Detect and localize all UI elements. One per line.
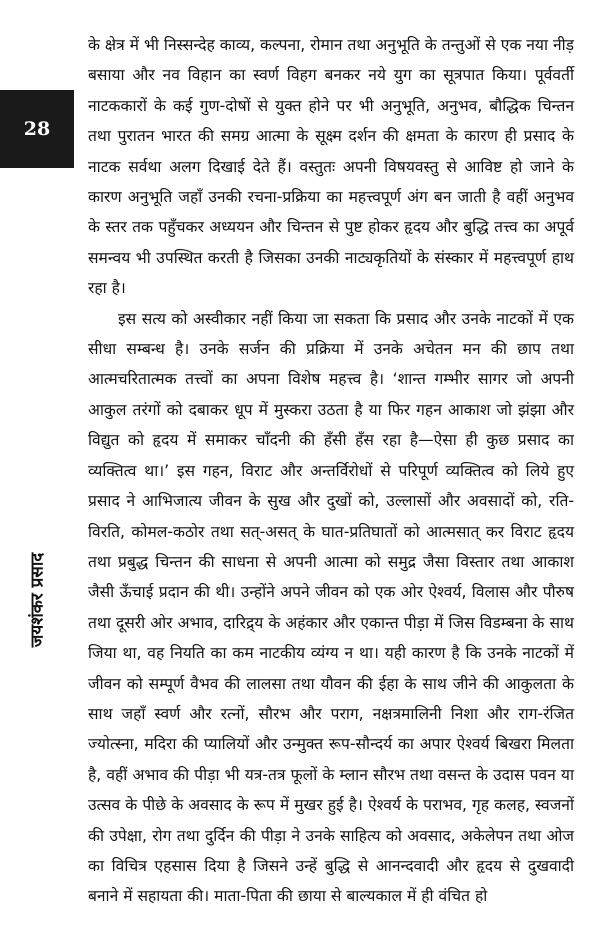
body-text — [88, 30, 574, 912]
page-number: 28 — [23, 118, 51, 140]
running-head: जयशंकर प्रसाद — [27, 552, 48, 648]
paragraph-2: इस सत्य को अस्वीकार नहीं किया जा सकता कि प्रसाद और उनके नाटकों में एक सीधा सम्बन्ध है। उनके सर्जन की प्रक्रिया में उनके अचेतन मन की छाप तथा आत्मचरितात्मक तत्त्वों का अपना विशेष महत्त्व है। ‘शान्त गम्भीर सागर जो अपनी आकुल तरंगों को दबाकर धूप में मुस्करा उठता है या फिर गहन आकाश जो झंझा और विद्युत को हृदय में समाकर चाँदनी की हँसी हँस रहा है—ऐसा ही कुछ प्रसाद का व्यक्तित्व था।’ इस गहन, विराट और अन्तर्विरोधों से परिपूर्ण व्यक्तित्व को लिये हुए प्रसाद ने आभिजात्य जीवन के सुख और दुखों को, उल्लासों और अवसादों को, रति-विरति, कोमल-कठोर तथा सत्-असत् के घात-प्रतिघातों को आत्मसात् कर विराट हृदय तथा प्रबुद्ध चिन्तन की साधना से अपनी आत्मा को समुद्र जैसा विस्तार तथा आकाश जैसी ऊँचाई प्रदान की थी। उन्होंने अपने जीवन को एक ओर ऐश्वर्य, विलास और पौरुष तथा दूसरी ओर अभाव, दारिद्र्य के अहंकार और एकान्त पीड़ा में जिस विडम्बना के साथ जिया था, वह नियति का कम नाटकीय व्यंग्य न था। यही कारण है कि उनके नाटकों में जीवन को सम्पूर्ण वैभव की लालसा तथा यौवन की ईहा के साथ जीने की आकुलता के साथ जहाँ स्वर्ण और रत्नों, सौरभ और पराग, नक्षत्रमालिनी निशा और राग-रंजित ज्योत्स्ना, मदिरा की प्यालियों और उन्मुक्त रूप-सौन्दर्य का अपार ऐश्वर्य बिखरा मिलता है, वहीं अभाव की पीड़ा भी यत्र-तत्र फूलों के म्लान सौरभ तथा वसन्त के उदास पवन या उत्सव के पीछे के अवसाद के रूप में मुखर हुई है। ऐश्वर्य के पराभव, गृह कलह, स्वजनों की उपेक्षा, रोग तथा दुर्दिन की पीड़ा ने उनके साहित्य को अवसाद, अकेलेपन तथा ओज का विचित्र एहसास दिया है जिसने उन्हें बुद्धि से आनन्दवादी और हृदय से दुखवादी बनाने में सहायता की। माता-पिता की छाया से बाल्यकाल में ही वंचित हो — [88, 309, 574, 906]
paragraph-1: के क्षेत्र में भी निस्सन्देह काव्य, कल्पना, रोमान तथा अनुभूति के तन्तुओं से एक नया नीड़ बसाया और नव विहान का स्वर्ण विहग बनकर नये युग का सूत्रपात किया। पूर्ववर्ती नाटककारों के कई गुण-दोषों से युक्त होने पर भी अनुभूति, अनुभव, बौद्धिक चिन्तन तथा पुरातन भारत की समग्र आत्मा के सूक्ष्म दर्शन की क्षमता के कारण ही प्रसाद के नाटक सर्वथा अलग दिखाई देते हैं। वस्तुतः अपनी विषयवस्तु से आविष्ट हो जाने के कारण अनुभूति जहाँ उनकी रचना-प्रक्रिया का महत्त्वपूर्ण अंग बन जाती है वहीं अनुभव के स्तर तक पहुँचकर अध्ययन और चिन्तन से पुष्ट होकर हृदय और बुद्धि तत्त्व का अपूर्व समन्वय भी उपस्थित करती है जिसका उनकी नाट्यकृतियों के संस्कार में महत्त्वपूर्ण हाथ रहा है। — [88, 36, 574, 298]
page-number-tab — [0, 90, 74, 168]
